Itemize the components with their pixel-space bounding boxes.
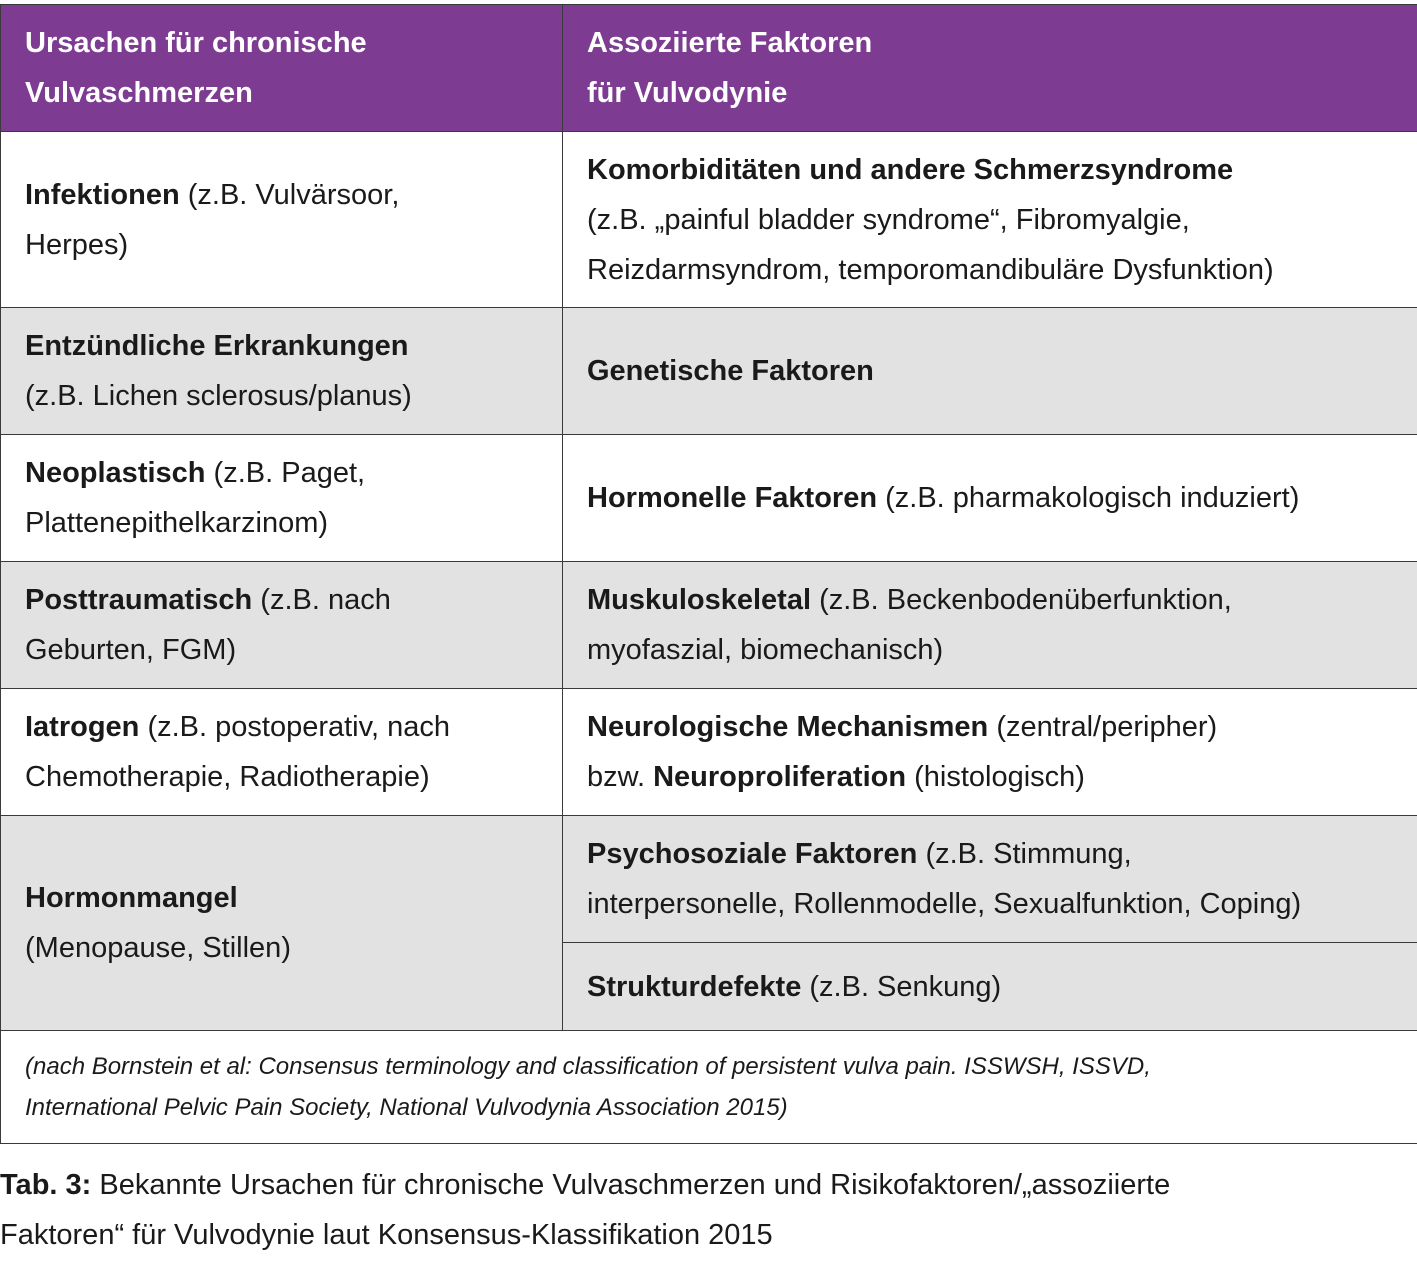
cause-cell: Infektionen (z.B. Vulvärsoor, Herpes) — [1, 132, 563, 308]
factor-cell: Hormonelle Faktoren (z.B. pharmakologisch induziert) — [563, 435, 1417, 562]
cause-cell: Iatrogen (z.B. postoperativ, nach Chemotherapie, Radiotherapie) — [1, 689, 563, 816]
factor-cell: Psychosoziale Faktoren (z.B. Stimmung, interpersonelle, Rollenmodelle, Sexualfunktion, Coping) — [563, 816, 1417, 943]
header-causes: Ursachen für chronische Vulvaschmerzen — [1, 5, 563, 132]
factor-cell: Strukturdefekte (z.B. Senkung) — [563, 943, 1417, 1031]
factor-cell: Komorbiditäten und andere Schmerzsyndrome (z.B. „painful bladder syndrome“, Fibromyalgie, Reizdarmsyndrom, temporomandibuläre Dysfunktion) — [563, 132, 1417, 308]
header-row — [1, 5, 1417, 132]
header-associated-factors: Assoziierte Faktoren für Vulvodynie — [563, 5, 1417, 132]
cause-cell: Hormonmangel (Menopause, Stillen) — [1, 816, 563, 1031]
factor-cell: Neurologische Mechanismen (zentral/peripher) bzw. Neuroproliferation (histologisch) — [563, 689, 1417, 816]
source-note: (nach Bornstein et al: Consensus terminology and classification of persistent vulva pain. ISSWSH, ISSVD, International Pelvic Pain Society, National Vulvodynia Association 2015) — [1, 1031, 1417, 1144]
table-row — [1, 689, 1417, 816]
table-row — [1, 562, 1417, 689]
cause-cell: Entzündliche Erkrankungen (z.B. Lichen sclerosus/planus) — [1, 308, 563, 435]
source-row — [1, 1031, 1417, 1144]
factor-cell: Genetische Faktoren — [563, 308, 1417, 435]
table-row — [1, 435, 1417, 562]
table-row — [1, 132, 1417, 308]
table-row — [1, 816, 1417, 943]
classification-table — [0, 4, 1417, 1144]
table-row — [1, 308, 1417, 435]
table-caption: Tab. 3: Bekannte Ursachen für chronische Vulvaschmerzen und Risikofaktoren/„assoziierte Faktoren“ für Vulvodynie laut Konsensus-Klassifikation 2015 — [0, 1169, 1171, 1251]
cause-cell: Neoplastisch (z.B. Paget, Plattenepithelkarzinom) — [1, 435, 563, 562]
cause-cell: Posttraumatisch (z.B. nach Geburten, FGM) — [1, 562, 563, 689]
factor-cell: Muskuloskeletal (z.B. Beckenbodenüberfunktion, myofaszial, biomechanisch) — [563, 562, 1417, 689]
